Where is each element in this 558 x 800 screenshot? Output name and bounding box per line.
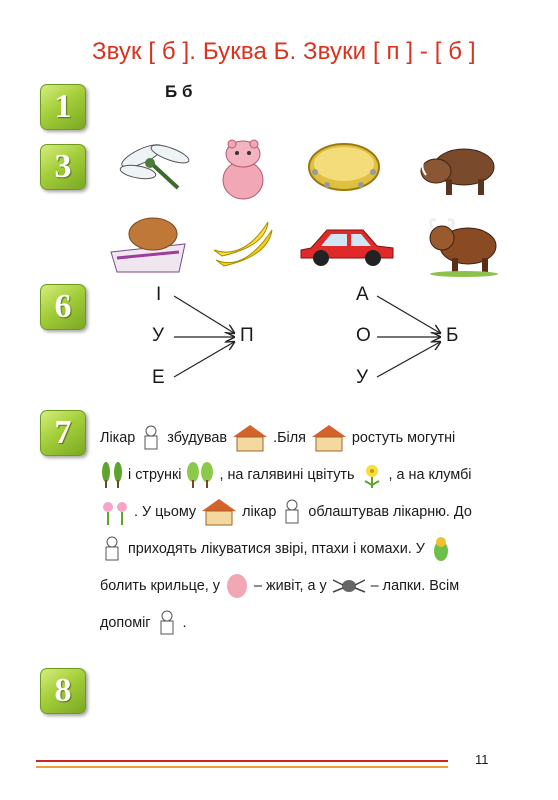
scheme-target-p: П xyxy=(240,325,254,346)
page-number: 11 xyxy=(475,752,489,767)
story-word: лікар xyxy=(242,504,277,520)
hippo-icon xyxy=(224,572,250,600)
story-word: облаштував лікарню. До xyxy=(308,504,472,520)
story-word: приходять лікуватися звірі, птахи і комахи. У xyxy=(128,541,425,557)
scheme-letter-u2: У xyxy=(356,367,369,388)
footer-rule-red xyxy=(36,760,448,762)
story-word: збудував xyxy=(167,430,228,446)
flower-icon xyxy=(359,461,385,489)
story-word: , на галявині цвітуть xyxy=(219,467,355,483)
flower-icon xyxy=(100,498,130,526)
exercise-badge-6: 6 xyxy=(40,284,86,330)
tree-icon xyxy=(185,460,215,490)
scheme-letter-i: І xyxy=(156,284,162,305)
exercise-badge-1: 1 xyxy=(40,84,86,130)
scheme-letter-a: А xyxy=(356,284,369,305)
story-word: і стрункі xyxy=(128,467,182,483)
page-title: Звук [ б ]. Буква Б. Звуки [ п ] - [ б ] xyxy=(92,38,476,65)
story-text xyxy=(100,420,530,642)
doctor-icon xyxy=(155,609,179,637)
scheme-letter-u: У xyxy=(152,325,165,346)
house-icon xyxy=(200,497,238,527)
letters-b: Б б xyxy=(165,82,193,101)
story-word: . У цьому xyxy=(134,504,197,520)
scheme-target-b: Б xyxy=(446,325,459,346)
exercise-badge-8: 8 xyxy=(40,668,86,714)
house-icon xyxy=(231,423,269,453)
tree-icon xyxy=(100,460,124,490)
story-word: Лікар xyxy=(100,430,136,446)
doctor-icon xyxy=(100,535,124,563)
house-icon xyxy=(310,423,348,453)
parrot-icon xyxy=(429,535,453,563)
story-word: болить крильце, у xyxy=(100,578,220,594)
story-word: ростуть могутні xyxy=(351,430,456,446)
story-word: .Біля xyxy=(273,430,306,446)
exercise-badge-7: 7 xyxy=(40,410,86,456)
story-word: – живіт, а у xyxy=(253,578,327,594)
story-word: , а на клумбі xyxy=(388,467,472,483)
story-word: допоміг xyxy=(100,615,151,631)
doctor-icon xyxy=(139,424,163,452)
footer-rule-orange xyxy=(36,766,448,768)
scheme-letter-e: Е xyxy=(152,367,165,388)
exercise-badge-3: 3 xyxy=(40,144,86,190)
story-word: . xyxy=(182,615,187,631)
scheme-letter-o: О xyxy=(356,325,371,346)
story-word: – лапки. Всім xyxy=(370,578,460,594)
doctor-icon xyxy=(280,498,304,526)
spider-icon xyxy=(331,574,367,598)
